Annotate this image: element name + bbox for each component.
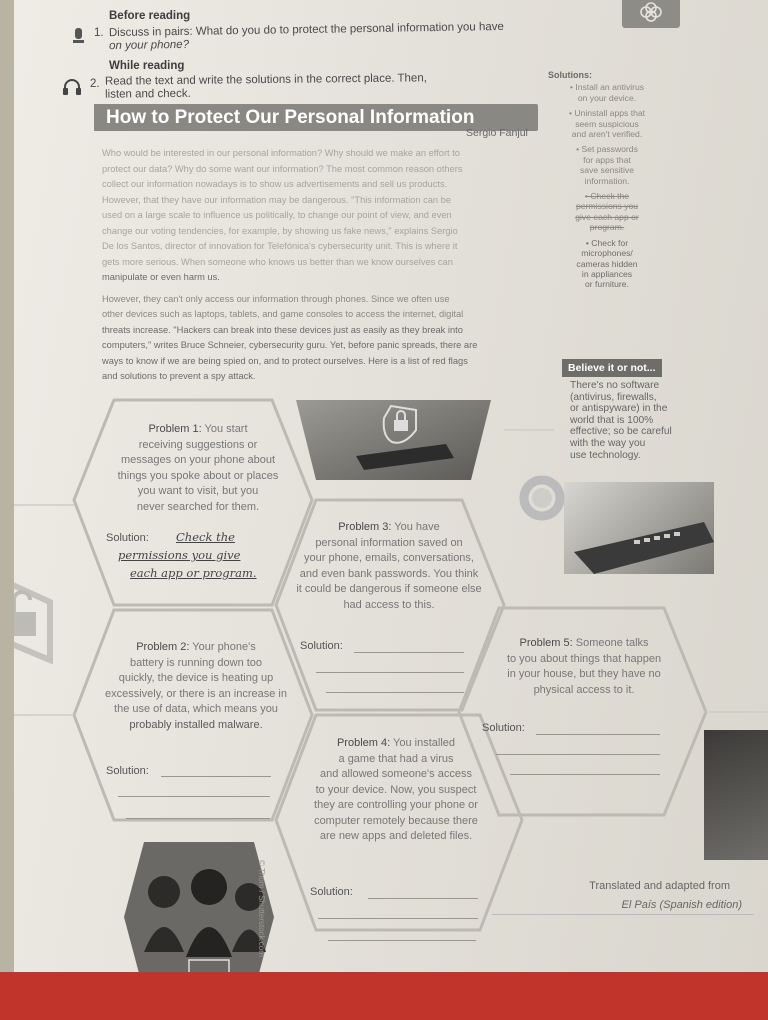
solutions-heading: Solutions: [548,70,592,80]
problem-4-solution-label: Solution: [310,886,353,898]
problem-3-answer-line[interactable] [316,672,464,673]
problem-2-answer-line[interactable] [161,776,271,777]
article-paragraph-2: However, they can't only access our information through phones. Since we often use other devices such as laptops, tablets, and game consoles to access the internet, digital threats increase. "Hackers can break into these devices just as easily as they break into computers," writes Bruce Schneier, cybersecurity guru. Yet, before panic spreads, there are ways to know if we are being spied on, and to protect ourselves. Here is a list of red flags and solutions to prevent a spy attack. [102,293,478,381]
solution-item: • Uninstall apps that seem suspicious and aren't verified. [568,108,646,140]
problem-1-solution-label: Solution: [106,532,149,544]
believe-text: There's no software (antivirus, firewalls, or antispyware) in the world that is 100% effective; so be careful with the way you use technology. [570,380,672,461]
device-photo-image [704,730,768,860]
problem-5-answer-line[interactable] [510,774,660,775]
source-divider [492,914,754,915]
source-line-1: Translated and adapted from [589,880,730,892]
question-1-number: 1. [94,27,104,39]
article-author: Sergio Fanjul [466,127,528,139]
believe-heading: Believe it or not... [562,359,662,377]
problem-3-solution-label: Solution: [300,640,343,652]
problem-4-answer-line[interactable] [318,918,478,919]
article-body [102,146,552,385]
background-surface [0,972,768,1020]
problem-1-handwritten-answer: Check the permissions you give each app or program. [118,530,257,580]
question-1-text: Discuss in pairs: What do you do to protect the personal information you have on your phone? [108,20,505,53]
unit-emblem-icon [622,0,680,28]
problem-5-solution-label: Solution: [482,722,525,734]
question-2-number: 2. [90,78,100,90]
problem-3-text: Problem 3: You have personal information saved on your phone, emails, conversations, and even bank passwords. You think it could be dangerous if someone else had access to this. [296,521,482,611]
problem-2-answer-line[interactable] [126,818,270,819]
speaking-icon [72,28,86,49]
problem-4-answer-line[interactable] [328,940,476,941]
question-2-text: Read the text and write the solutions in the correct place. Then, listen and check. [104,72,427,101]
textbook-page [14,0,768,1010]
problem-4-answer-line[interactable] [368,898,478,899]
problem-4-text: Problem 4: You installed a game that had a virus and allowed someone's access to your device. Now, you suspect they are controlling your phone or computer remotely because there are new apps and deleted files. [314,737,478,842]
solution-item: • Set passwords for apps that save sensitive information. [576,144,638,186]
before-reading-heading: Before reading [109,10,191,22]
problem-5-answer-line[interactable] [536,734,660,735]
problem-2-answer-line[interactable] [118,796,270,797]
problem-5-answer-line[interactable] [496,754,660,755]
problem-2-text: Problem 2: Your phone's battery is running down too quickly, the device is heating up excessively, or there is an increase in the use of data, which means you probably installed malware. [105,641,287,731]
source-line-2: El País (Spanish edition) [621,899,742,911]
solution-item: • Install an antivirus on your device. [569,82,645,103]
problem-3-answer-line[interactable] [354,652,464,653]
article-title: How to Protect Our Personal Information [94,104,538,131]
solution-item: • Check for microphones/ cameras hidden in appliances or furniture. [576,237,638,290]
article-paragraph-1: Who would be interested in our personal information? Why should we make an effort to protect our data? Why do some want our information? The most common reason others collect our information nowadays is to show us advertisements and sell us products. However, that they have our information may be dangerous. "This information can be used on a large scale to influence us politically, to change our point of view, and even change our voting tendencies, for example, by showing us fake news," explains Sergio De los Santos, director of innovation for Telefónica's cybersecurity unit. This is where it gets more serious. When someone who knows us better than we know ourselves can manipulate or even harm us. [102,148,463,282]
problem-1-text: Problem 1: You start receiving suggestions or messages on your phone about things you spoke about or places you want to visit, but you never searched for them. [117,423,279,513]
headphones-icon [62,78,82,101]
solution-item-crossed-out: • Check the permissions you give each app or program. [575,191,639,233]
solutions-list [548,70,666,295]
while-reading-heading: While reading [109,60,185,72]
problem-2-solution-label: Solution: [106,765,149,777]
problem-5-text: Problem 5: Someone talks to you about things that happen in your house, but they have no physical access to it. [506,637,662,696]
problem-3-answer-line[interactable] [326,692,464,693]
photo-credit: © Thom / Shutterstock.com [257,860,266,957]
